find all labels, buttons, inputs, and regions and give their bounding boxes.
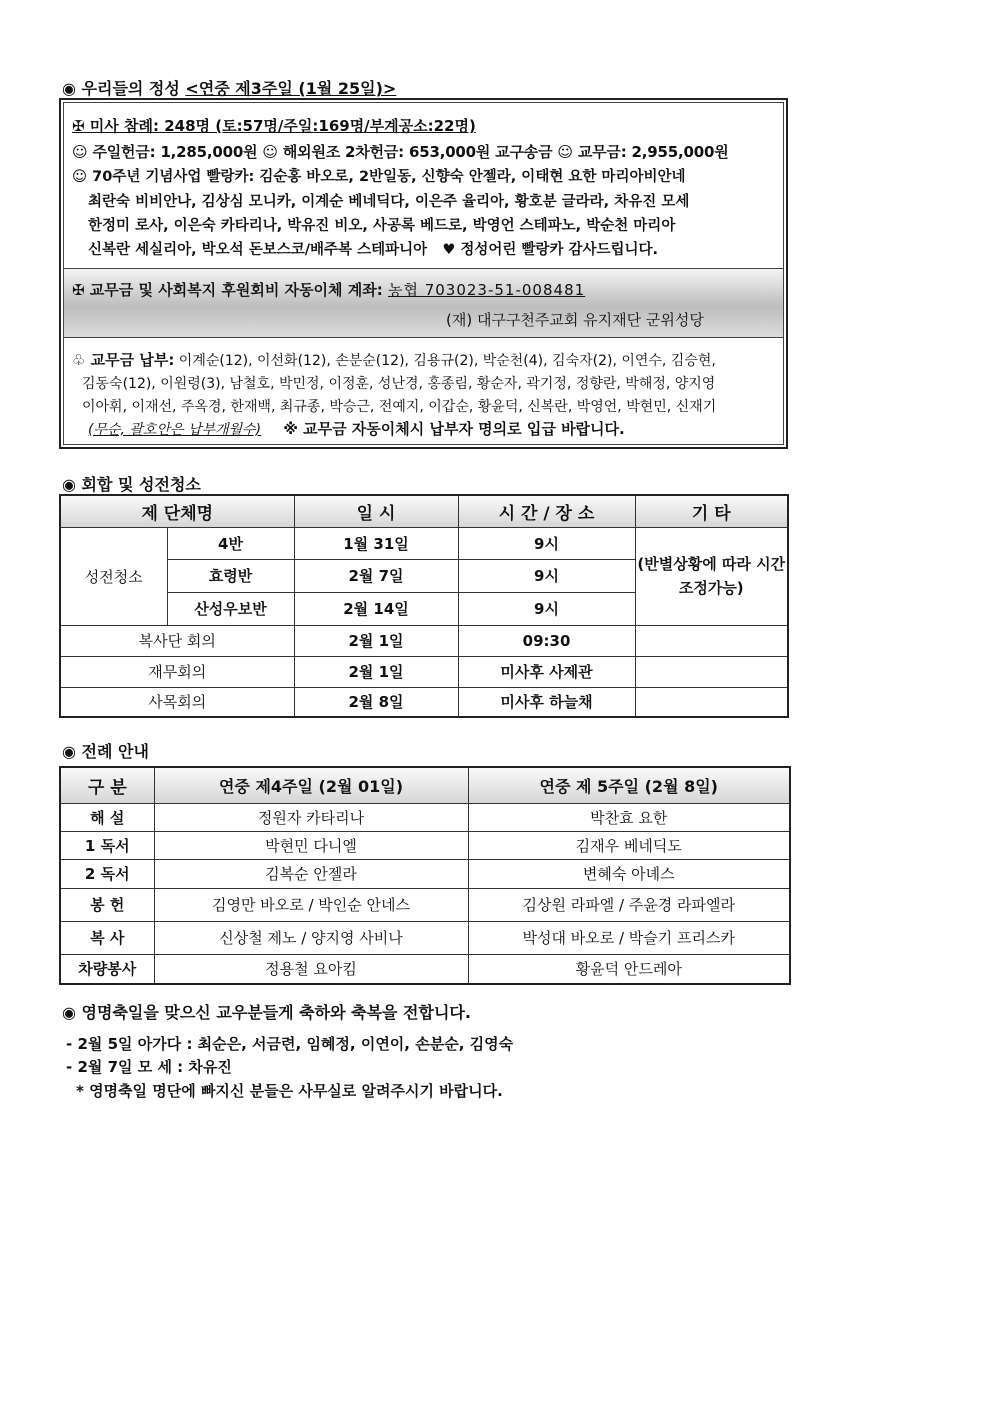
table-row: [60, 888, 790, 921]
bread-thanks: 정성어린 빨랑카 감사드립니다.: [460, 242, 659, 258]
cleaning-time: 9시: [458, 559, 635, 592]
meetings-table: [59, 494, 789, 718]
table-row: [60, 527, 788, 559]
meeting-time: 09:30: [458, 625, 635, 656]
table-row: [60, 831, 790, 859]
meeting-date: 2월 8일: [294, 687, 458, 717]
offering-box: [59, 98, 788, 449]
liturgy-week5: 박성대 바오로 / 박슬기 프리스카: [468, 921, 790, 954]
account-line: [72, 279, 585, 300]
meeting-name: 재무회의: [60, 656, 294, 687]
liturgy-week5: 박찬효 요한: [468, 803, 790, 831]
table-row: [60, 859, 790, 888]
meeting-date: 2월 1일: [294, 625, 458, 656]
account-number: 농협 703023-51-008481: [387, 281, 586, 299]
liturgy-role: 2 독서: [60, 859, 154, 888]
table-row: [60, 687, 788, 717]
heart-icon: ♥: [442, 242, 456, 258]
header-role: 구 분: [60, 767, 154, 803]
header-group: 제 단체명: [60, 495, 294, 527]
cleaning-label: 성전청소: [60, 527, 167, 625]
cleaning-group: 4반: [167, 527, 294, 559]
liturgy-header-row: [60, 767, 790, 803]
liturgy-week5: 변혜숙 아녜스: [468, 859, 790, 888]
dues-line-2: 김동숙(12), 이원령(3), 남철호, 박민정, 이정훈, 성난경, 홍종림, 황순자, 곽기정, 정향란, 박해정, 양지영: [82, 376, 716, 392]
liturgy-role: 해 설: [60, 803, 154, 831]
cleaning-note: (반별상황에 따라 시간조정가능): [635, 527, 788, 625]
bread-line-2: 최란숙 비비안나, 김상심 모니카, 이계순 베네딕다, 이은주 율리아, 황호분 글라라, 차유진 모세: [88, 194, 690, 210]
liturgy-role: 봉 헌: [60, 888, 154, 921]
liturgy-week4: 박현민 다니엘: [154, 831, 468, 859]
dues-label: ♧ 교무금 납부:: [72, 351, 175, 369]
meetings-header-row: [60, 495, 788, 527]
dues-line-4: [88, 418, 625, 439]
meeting-name: 사목회의: [60, 687, 294, 717]
offering-section-title: [62, 76, 396, 99]
dues-line-1: [72, 349, 716, 370]
donations: ☺ 주일헌금: 1,285,000원 ☺ 해외원조 2차헌금: 653,000원 교구송금 ☺ 교무금: 2,955,000원: [72, 143, 729, 161]
liturgy-section-title: ◉ 전례 안내: [62, 742, 149, 761]
dues-names-1: 이계순(12), 이선화(12), 손분순(12), 김용규(2), 박순천(4), 김숙자(2), 이연수, 김승현,: [178, 353, 716, 369]
cleaning-group: 산성우보반: [167, 592, 294, 625]
offering-inner-frame: [63, 102, 784, 445]
liturgy-table: [59, 766, 791, 985]
meeting-note: [635, 656, 788, 687]
meeting-note: [635, 625, 788, 656]
dues-note: (무순, 괄호안은 납부개월수): [88, 422, 262, 438]
mass-attendance: ✠ 미사 참례: 248명 (토:57명/주일:169명/부계공소:22명): [72, 117, 476, 135]
account-label: ✠ 교무금 및 사회복지 후원회비 자동이체 계좌:: [72, 281, 383, 299]
liturgy-week4: 정원자 카타리나: [154, 803, 468, 831]
meeting-time: 미사후 하늘채: [458, 687, 635, 717]
table-row: [60, 625, 788, 656]
header-other: 기 타: [635, 495, 788, 527]
meeting-time: 미사후 사제관: [458, 656, 635, 687]
bread-line-1: ☺ 70주년 기념사업 빨랑카: 김순홍 바오로, 2반일동, 신향숙 안젤라, 이태현 요한 마리아비안네: [72, 169, 686, 185]
liturgy-role: 차량봉사: [60, 954, 154, 984]
bread-line-4: [88, 238, 658, 259]
liturgy-week4: 신상철 제노 / 양지영 사비나: [154, 921, 468, 954]
feast-note: * 영명축일 명단에 빠지신 분들은 사무실로 알려주시기 바랍니다.: [76, 1082, 503, 1100]
bread-line-4-names: 신복란 세실리아, 박오석 돈보스코/배주복 스테파니아: [88, 242, 428, 258]
offering-title: ◉ 우리들의 정성: [62, 79, 180, 98]
liturgy-week5: 황윤덕 안드레아: [468, 954, 790, 984]
dues-notice: ※ 교무금 자동이체시 납부자 명의로 입급 바랍니다.: [283, 420, 625, 438]
liturgy-week5: 김상원 라파엘 / 주윤경 라파엘라: [468, 888, 790, 921]
feast-line-1: - 2월 5일 아가다 : 최순은, 서금련, 임혜정, 이연이, 손분순, 김영숙: [66, 1035, 514, 1053]
liturgy-week4: 김복순 안젤라: [154, 859, 468, 888]
header-week4: 연중 제4주일 (2월 01일): [154, 767, 468, 803]
meeting-name: 복사단 회의: [60, 625, 294, 656]
table-row: [60, 803, 790, 831]
cleaning-date: 2월 7일: [294, 559, 458, 592]
header-time-place: 시 간 / 장 소: [458, 495, 635, 527]
cleaning-date: 2월 14일: [294, 592, 458, 625]
liturgy-role: 복 사: [60, 921, 154, 954]
bread-line-3: 한정미 로사, 이은숙 카타리나, 박유진 비오, 사공록 베드로, 박영언 스테파노, 박순천 마리아: [88, 218, 676, 234]
cleaning-time: 9시: [458, 527, 635, 559]
feast-line-2: - 2월 7일 모 세 : 차유진: [66, 1058, 232, 1076]
meetings-section-title: ◉ 회합 및 성전청소: [62, 475, 201, 494]
table-row: [60, 921, 790, 954]
meeting-note: [635, 687, 788, 717]
table-row: [60, 954, 790, 984]
header-date: 일 시: [294, 495, 458, 527]
liturgy-week5: 김재우 베네딕도: [468, 831, 790, 859]
feast-section-title: ◉ 영명축일을 맞으신 교우분들게 축하와 축복을 전합니다.: [62, 1003, 471, 1022]
account-band: [64, 268, 783, 338]
offering-title-date: <연중 제3주일 (1월 25일)>: [185, 79, 397, 98]
table-row: [60, 656, 788, 687]
cleaning-time: 9시: [458, 592, 635, 625]
liturgy-role: 1 독서: [60, 831, 154, 859]
liturgy-week4: 정용철 요아킴: [154, 954, 468, 984]
header-week5: 연중 제 5주일 (2월 8일): [468, 767, 790, 803]
dues-line-3: 이아휘, 이재선, 주옥경, 한재백, 최규종, 박승근, 전예지, 이갑순, 황윤덕, 신복란, 박영언, 박현민, 신재기: [82, 399, 717, 415]
meeting-date: 2월 1일: [294, 656, 458, 687]
cleaning-group: 효령반: [167, 559, 294, 592]
liturgy-week4: 김영만 바오로 / 박인순 안네스: [154, 888, 468, 921]
cleaning-date: 1월 31일: [294, 527, 458, 559]
account-owner: (재) 대구구천주교회 유지재단 군위성당: [446, 311, 704, 329]
